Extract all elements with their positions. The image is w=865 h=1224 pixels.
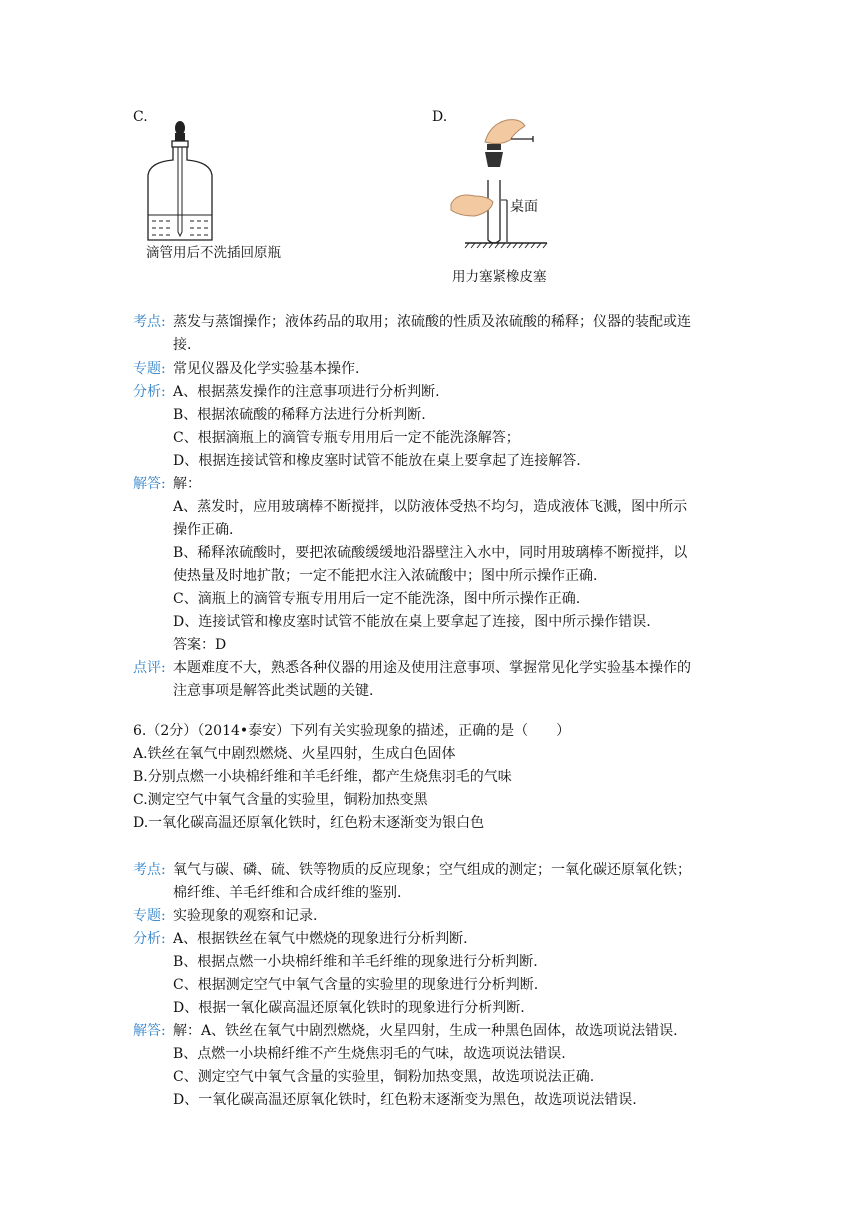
dropper-bottle-illustration: [140, 120, 220, 245]
q5-fenxi-line: B、根据浓硫酸的稀释方法进行分析判断.: [173, 407, 426, 423]
q5-jieda-line: A、蒸发时，应用玻璃棒不断搅拌，以防液体受热不均匀，造成液体飞溅，图中所示: [173, 499, 688, 515]
table-label: 桌面: [510, 199, 538, 215]
q5-fenxi-line: D、根据连接试管和橡皮塞时试管不能放在桌上要拿起了连接解答.: [173, 453, 581, 469]
q5-jieda-head: 解：: [173, 476, 201, 492]
q6-fenxi-line: C、根据测定空气中氧气含量的实验里的现象进行分析判断.: [173, 977, 539, 993]
figure-c-label: C.: [133, 109, 148, 125]
q6-kaodian-label: 考点:: [133, 862, 166, 878]
q6-fenxi-line: D、根据一氧化碳高温还原氧化铁时的现象进行分析判断.: [173, 1000, 525, 1016]
q5-fenxi-label: 分析:: [133, 384, 166, 400]
figure-d-caption: 用力塞紧橡皮塞: [452, 269, 547, 285]
q6-jieda-line: D、一氧化碳高温还原氧化铁时，红色粉末逐渐变为黑色，故选项说法错误.: [173, 1092, 637, 1108]
q5-jieda-line: 操作正确.: [173, 522, 234, 538]
q6-jieda-line: 解：A、铁丝在氧气中剧烈燃烧，火星四射，生成一种黑色固体，故选项说法错误.: [173, 1023, 678, 1039]
q5-dianping-line2: 注意事项是解答此类试题的关键.: [173, 683, 374, 699]
q6-option-c: C.测定空气中氧气含量的实验里，铜粉加热变黑: [133, 792, 428, 808]
q5-kaodian-line2: 接.: [173, 337, 192, 353]
q6-fenxi-line: B、根据点燃一小块棉纤维和羊毛纤维的现象进行分析判断.: [173, 954, 538, 970]
q6-jieda-line: B、点燃一小块棉纤维不产生烧焦羽毛的气味，故选项说法错误.: [173, 1046, 566, 1062]
q5-kaodian-label: 考点:: [133, 314, 166, 330]
q6-jieda-line: C、测定空气中氧气含量的实验里，铜粉加热变黑，故选项说法正确.: [173, 1069, 595, 1085]
figure-d-label: D.: [432, 109, 448, 125]
q6-zhuanti: 实验现象的观察和记录.: [173, 908, 318, 924]
q6-kaodian-line2: 棉纤维、羊毛纤维和合成纤维的鉴别.: [173, 885, 402, 901]
q5-fenxi-line: C、根据滴瓶上的滴管专瓶专用用后一定不能洗涤解答；: [173, 430, 520, 446]
q5-jieda-line: B、稀释浓硫酸时，要把浓硫酸缓缓地沿器壁注入水中，同时用玻璃棒不断搅拌，以: [173, 545, 688, 561]
test-tube-stopper-illustration: [445, 112, 565, 257]
q5-jieda-line: 使热量及时地扩散；一定不能把水注入浓硫酸中；图中所示操作正确.: [173, 568, 598, 584]
q6-fenxi-line: A、根据铁丝在氧气中燃烧的现象进行分析判断.: [173, 931, 468, 947]
q6-stem: 6.（2分）（2014•泰安）下列有关实验现象的描述，正确的是（ ）: [133, 723, 571, 739]
q5-kaodian-line1: 蒸发与蒸馏操作；液体药品的取用；浓硫酸的性质及浓硫酸的稀释；仪器的装配或连: [173, 314, 691, 330]
q5-jieda-line: C、滴瓶上的滴管专瓶专用用后一定不能洗涤，图中所示操作正确.: [173, 591, 581, 607]
q5-zhuanti: 常见仪器及化学实验基本操作.: [173, 361, 360, 377]
q5-zhuanti-label: 专题:: [133, 361, 166, 377]
q5-fenxi-line: A、根据蒸发操作的注意事项进行分析判断.: [173, 384, 440, 400]
q5-jieda-line: D、连接试管和橡皮塞时试管不能放在桌上要拿起了连接，图中所示操作错误.: [173, 614, 651, 630]
q5-answer: 答案：D: [173, 637, 227, 653]
q5-dianping-line1: 本题难度不大，熟悉各种仪器的用途及使用注意事项、掌握常见化学实验基本操作的: [173, 660, 691, 676]
q6-kaodian-line1: 氧气与碳、磷、硫、铁等物质的反应现象；空气组成的测定；一氧化碳还原氧化铁；: [173, 862, 691, 878]
q5-dianping-label: 点评:: [133, 660, 166, 676]
figure-c-caption: 滴管用后不洗插回原瓶: [146, 245, 281, 261]
q6-option-a: A.铁丝在氧气中剧烈燃烧、火星四射，生成白色固体: [133, 746, 456, 762]
q6-option-b: B.分别点燃一小块棉纤维和羊毛纤维，都产生烧焦羽毛的气味: [133, 769, 512, 785]
q6-option-d: D.一氧化碳高温还原氧化铁时，红色粉末逐渐变为银白色: [133, 815, 485, 831]
q6-fenxi-label: 分析:: [133, 931, 166, 947]
q6-jieda-label: 解答:: [133, 1023, 166, 1039]
q6-zhuanti-label: 专题:: [133, 908, 166, 924]
q5-jieda-label: 解答:: [133, 476, 166, 492]
